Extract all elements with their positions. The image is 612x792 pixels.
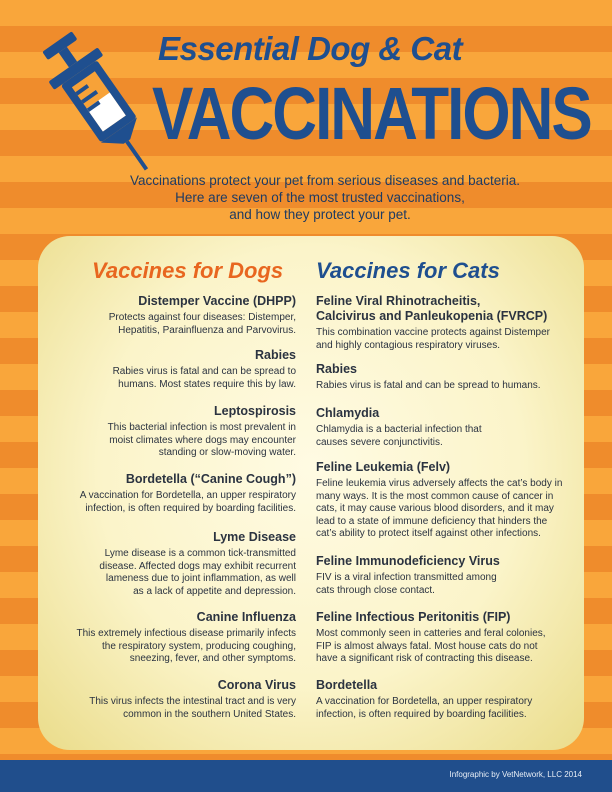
vaccine-name: Distemper Vaccine (DHPP) — [138, 294, 296, 308]
vaccine-name: Feline Immunodeficiency Virus — [316, 554, 500, 568]
vaccine-description: Rabies virus is fatal and can be spread to humans. — [316, 380, 541, 391]
vaccine-item — [52, 610, 296, 666]
vaccine-item — [52, 404, 296, 460]
vaccine-item — [316, 678, 578, 721]
vaccine-name: Corona Virus — [217, 678, 296, 692]
vaccine-name: Leptospirosis — [214, 404, 296, 418]
vaccine-description: Feline leukemia virus adversely affects the cat’s body in many ways. It is the most common cause of cancer in cats, it may cause various blood disorders, and it may lead to a state of immune deficiency that hinders the cat’s ability to protect itself against other infections. — [316, 478, 563, 539]
vaccine-description: Lyme disease is a common tick-transmitted disease. Affected dogs may exhibit recurrent lameness due to joint inflammation, as well as a lack of appetite and depression. — [99, 548, 296, 597]
header — [0, 0, 612, 160]
vaccine-description: Chlamydia is a bacterial infection that causes severe conjunctivitis. — [316, 424, 482, 448]
vaccine-name: Feline Infectious Peritonitis (FIP) — [316, 610, 511, 624]
vaccine-name: Lyme Disease — [213, 530, 296, 544]
vaccine-name: Feline Viral Rhinotracheitis, — [316, 294, 481, 308]
vaccine-name: Feline Leukemia (Felv) — [316, 460, 451, 474]
vaccine-description: Protects against four diseases: Distemper, Hepatitis, Parainfluenza and Parvovirus. — [108, 312, 296, 336]
vaccine-description: Rabies virus is fatal and can be spread to humans. Most states require this by law. — [112, 366, 296, 390]
intro-line: and how they protect your pet. — [229, 207, 411, 222]
vaccine-item — [316, 294, 578, 352]
vaccine-item — [52, 472, 296, 515]
vaccine-name: Canine Influenza — [196, 610, 296, 624]
vaccine-name: Bordetella — [316, 678, 378, 692]
vaccine-item — [316, 554, 578, 597]
vaccine-description: This bacterial infection is most prevalent in moist climates where dogs may encounter standing or slow-moving water. — [107, 422, 296, 458]
vaccine-item — [316, 362, 578, 393]
vaccine-item — [316, 460, 578, 541]
title-top: Essential Dog & Cat — [158, 30, 463, 67]
vaccine-description: A vaccination for Bordetella, an upper respiratory infection, is often required by boarding facilities. — [79, 490, 296, 514]
vaccine-name: Rabies — [316, 362, 357, 376]
vaccine-description: This virus infects the intestinal tract and is very common in the southern United States. — [89, 696, 296, 720]
vaccine-item — [316, 610, 578, 666]
vaccine-description: A vaccination for Bordetella, an upper respiratory infection, is often required by boarding facilities. — [316, 696, 533, 720]
vaccine-description: This combination vaccine protects against Distemper and highly contagious respiratory viruses. — [316, 327, 550, 351]
intro-text — [130, 172, 520, 223]
vaccine-description: FIV is a viral infection transmitted among cats through close contact. — [316, 572, 497, 596]
intro-line: Vaccinations protect your pet from serious diseases and bacteria. — [130, 173, 520, 188]
vaccine-item — [52, 348, 296, 391]
vaccine-name-line2: Calcivirus and Panleukopenia (FVRCP) — [316, 309, 548, 323]
vaccine-name: Bordetella (“Canine Cough”) — [125, 472, 296, 486]
page-title: VACCINATIONS — [152, 73, 591, 156]
vaccine-name: Rabies — [255, 348, 296, 362]
vaccine-item — [52, 294, 296, 337]
footer-credit: Infographic by VetNetwork, LLC 2014 — [449, 770, 582, 779]
vaccine-item — [316, 406, 578, 449]
vaccine-description: This extremely infectious disease primarily infects the respiratory system, producing coughing, sneezing, fever, and other symptoms. — [76, 628, 296, 664]
dogs-heading: Vaccines for Dogs — [92, 258, 284, 283]
vaccine-description: Most commonly seen in catteries and feral colonies, FIP is almost always fatal. Most house cats do not have a significant risk of contracting this disease. — [316, 628, 546, 664]
vaccine-item — [52, 678, 296, 721]
vaccine-item — [52, 530, 296, 598]
vaccine-name: Chlamydia — [316, 406, 380, 420]
intro-line: Here are seven of the most trusted vaccinations, — [175, 190, 465, 205]
cats-heading: Vaccines for Cats — [316, 258, 500, 283]
syringe-icon — [40, 28, 160, 178]
